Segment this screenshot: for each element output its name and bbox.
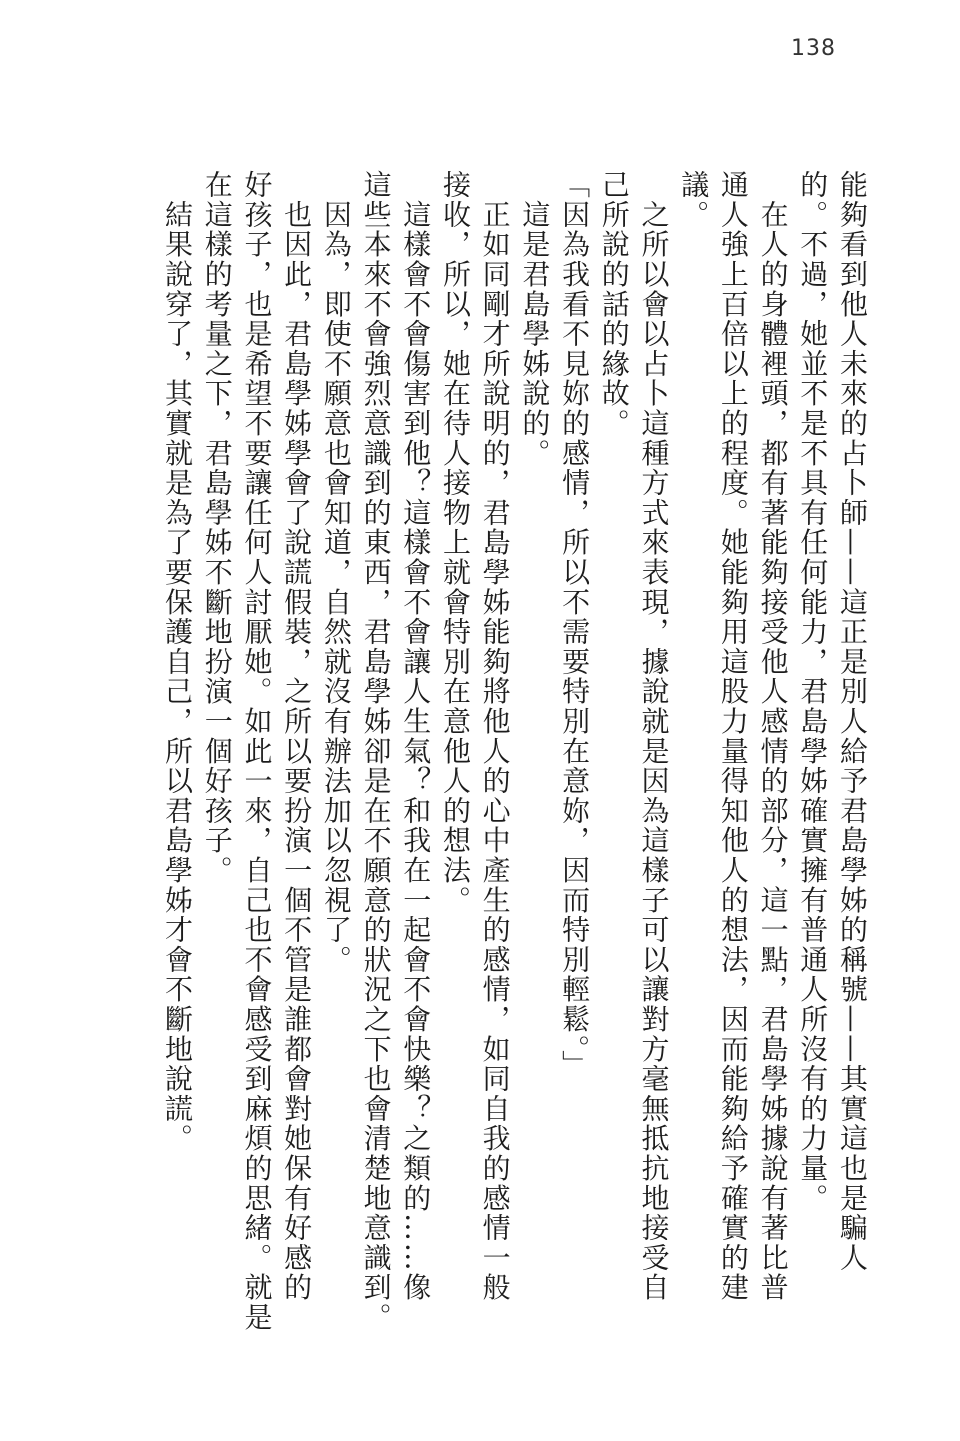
text-line: 也因此，君島學姊學會了說謊假裝，之所以要扮演一個不管是誰都會對她保有好感的 xyxy=(280,170,314,1303)
body-text xyxy=(157,170,872,1370)
text-line: 正如同剛才所說明的，君島學姊能夠將他人的心中產生的感情，如同自我的感情一般 xyxy=(478,170,512,1303)
text-line: 接收，所以，她在待人接物上就會特別在意他人的想法。 xyxy=(438,170,472,915)
text-line: 這是君島學姊說的。 xyxy=(518,170,552,468)
text-line: 之所以會以占卜這種方式來表現，據說就是因為這樣子可以讓對方毫無抵抗地接受自 xyxy=(637,170,671,1303)
text-line: 在這樣的考量之下，君島學姊不斷地扮演一個好孩子。 xyxy=(200,170,234,886)
text-line: 通人強上百倍以上的程度。她能夠用這股力量得知他人的想法，因而能夠給予確實的建 xyxy=(716,170,750,1303)
page-number: 138 xyxy=(791,36,836,61)
text-line: 好孩子，也是希望不要讓任何人討厭她。如此一來，自己也不會感受到麻煩的思緒。就是 xyxy=(240,170,274,1333)
text-line: 「因為我看不見妳的感情，所以不需要特別在意妳，因而特別輕鬆。」 xyxy=(558,170,592,1080)
text-line: 在人的身體裡頭，都有著能夠接受他人感情的部分，這一點，君島學姊據說有著比普 xyxy=(756,170,790,1303)
text-line: 能夠看到他人未來的占卜師——這正是別人給予君島學姊的稱號——其實這也是騙人 xyxy=(836,170,869,1273)
text-line: 結果說穿了，其實就是為了要保護自己，所以君島學姊才會不斷地說謊。 xyxy=(161,170,195,1154)
text-line: 這些本來不會強烈意識到的東西，君島學姊卻是在不願意的狀況之下也會清楚地意識到。 xyxy=(359,170,393,1333)
text-line: 己所說的話的緣故。 xyxy=(597,170,631,439)
text-line: 因為，即使不願意也會知道，自然就沒有辦法加以忽視了。 xyxy=(319,170,353,975)
text-line: 議。 xyxy=(677,170,711,230)
text-line: 的。不過，她並不是不具有任何能力，君島學姊確實擁有普通人所沒有的力量。 xyxy=(796,170,830,1213)
text-line: 這樣會不會傷害到他？這樣會不會讓人生氣？和我在一起會不會快樂？之類的……像 xyxy=(399,170,433,1303)
